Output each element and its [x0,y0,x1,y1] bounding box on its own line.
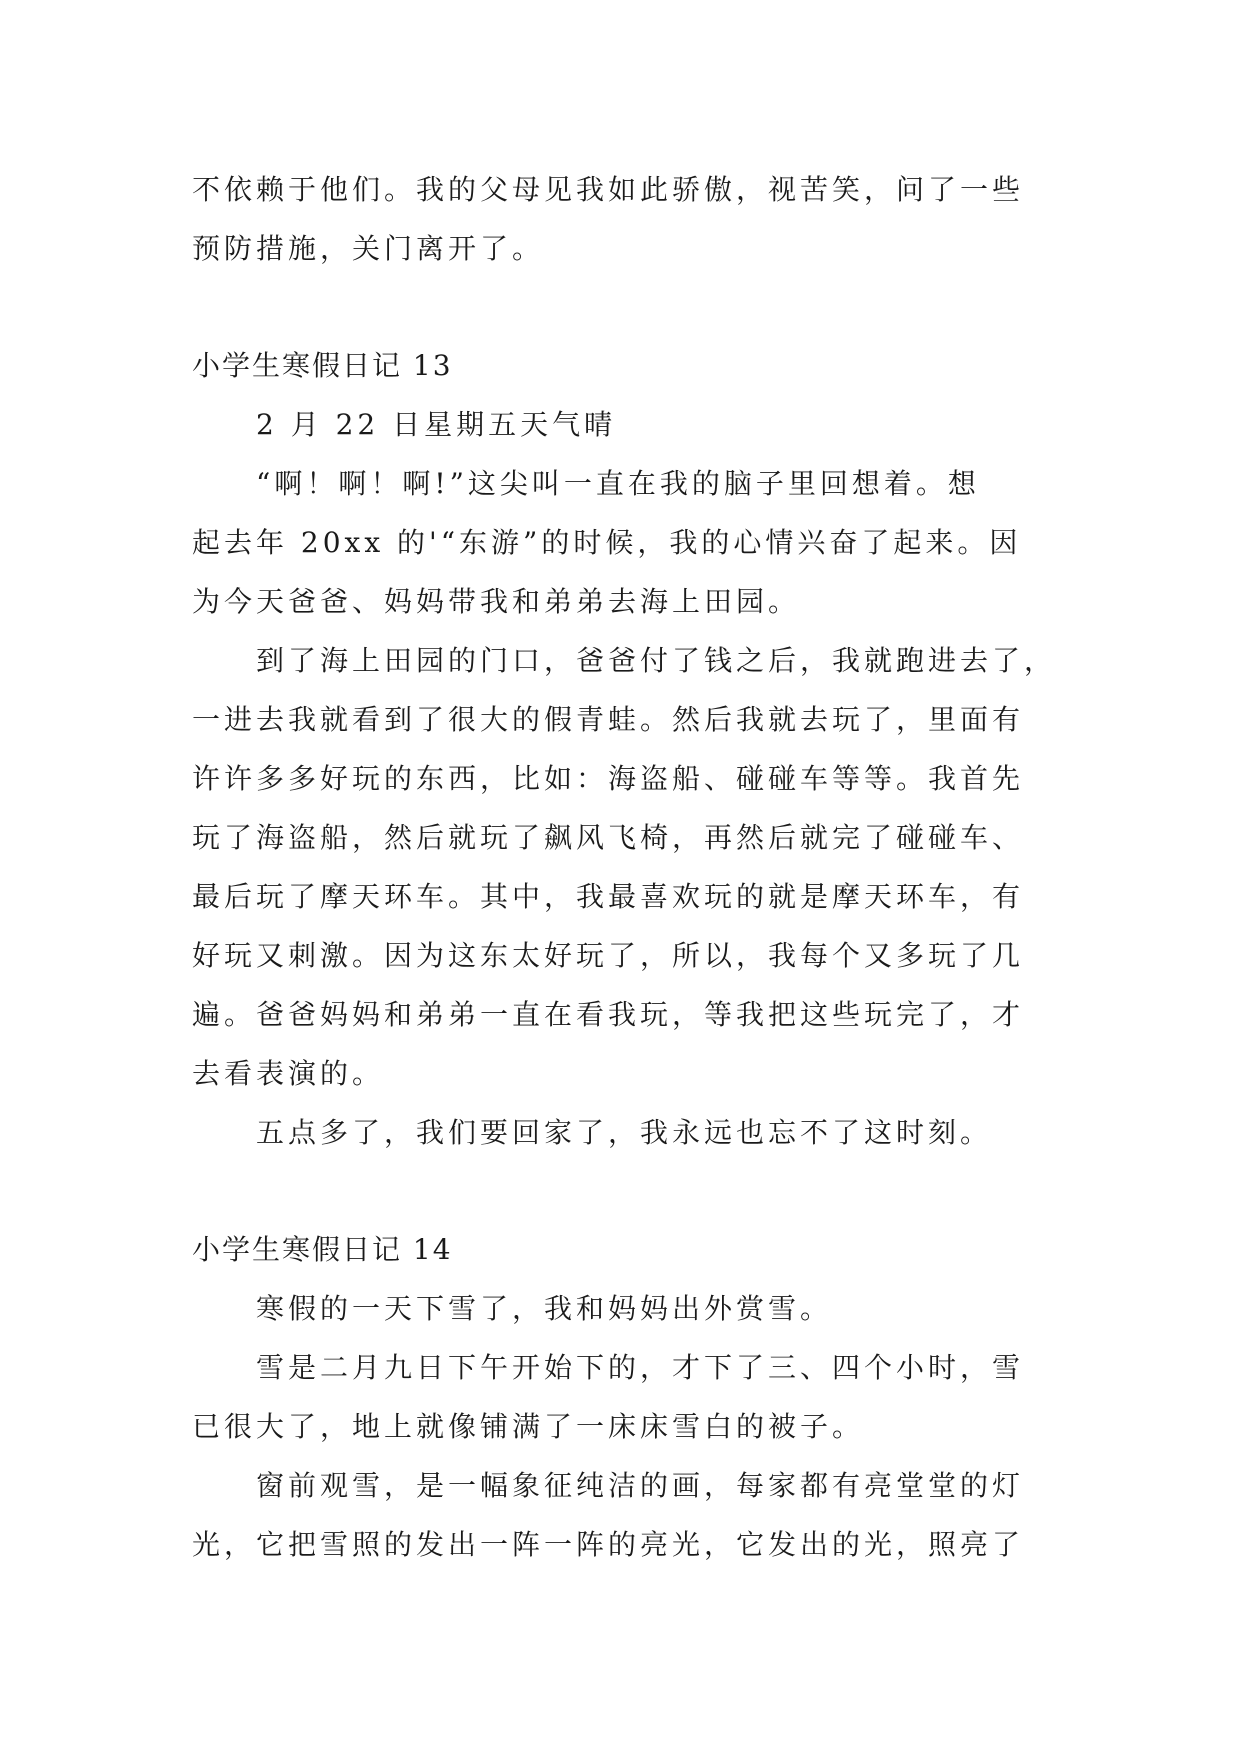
text-line: 到了海上田园的门口，爸爸付了钱之后，我就跑进去了， [256,644,1057,677]
text-line: 光，它把雪照的发出一阵一阵的亮光，它发出的光，照亮了 [192,1528,1025,1561]
diary-13-section [192,336,1057,1162]
diary-14-paragraph-3 [192,1456,1052,1574]
text-line: 雪是二月九日下午开始下的，才下了三、四个小时，雪 [256,1351,1025,1384]
diary-14-title: 小学生寒假日记 14 [192,1233,453,1266]
diary-14-paragraph-1 [192,1279,1052,1338]
diary-14-paragraph-2 [192,1338,1052,1456]
text-line: 起去年 20xx 的'“东游”的时候，我的心情兴奋了起来。因 [192,526,1022,559]
text-line: 寒假的一天下雪了，我和妈妈出外赏雪。 [256,1292,833,1325]
text-line: 去看表演的。 [192,1057,385,1090]
diary-13-date-line: 2 月 22 日星期五天气晴 [256,408,617,441]
section-gap [192,278,1052,336]
document-page [192,160,1057,1574]
text-line: 已很大了，地上就像铺满了一床床雪白的被子。 [192,1410,865,1443]
text-line: 遍。爸爸妈妈和弟弟一直在看我玩，等我把这些玩完了，才 [192,998,1025,1031]
diary-13-paragraph-3 [192,1103,1052,1162]
text-line: 一进去我就看到了很大的假青蛙。然后我就去玩了，里面有 [192,703,1025,736]
text-line: 五点多了，我们要回家了，我永远也忘不了这时刻。 [256,1116,993,1149]
text-line: 最后玩了摩天环车。其中，我最喜欢玩的就是摩天环车，有 [192,880,1025,913]
section-gap [192,1162,1052,1220]
text-line: 窗前观雪，是一幅象征纯洁的画，每家都有亮堂堂的灯 [256,1469,1025,1502]
diary-13-paragraph-1 [192,454,1052,631]
diary-13-paragraph-2 [192,631,1057,1103]
text-line: 预防措施，关门离开了。 [192,232,545,265]
diary-14-section [192,1220,1052,1574]
intro-paragraph [192,160,1052,278]
text-line: 许许多多好玩的东西，比如：海盗船、碰碰车等等。我首先 [192,762,1025,795]
text-line: 好玩又刺激。因为这东太好玩了，所以，我每个又多玩了几 [192,939,1025,972]
text-line: 为今天爸爸、妈妈带我和弟弟去海上田园。 [192,585,801,618]
text-line: “啊！啊！啊!”这尖叫一直在我的脑子里回想着。想 [256,467,980,500]
text-line: 不依赖于他们。我的父母见我如此骄傲，视苦笑，问了一些 [192,173,1025,206]
diary-13-title: 小学生寒假日记 13 [192,349,453,382]
text-line: 玩了海盗船，然后就玩了飙风飞椅，再然后就完了碰碰车、 [192,821,1025,854]
